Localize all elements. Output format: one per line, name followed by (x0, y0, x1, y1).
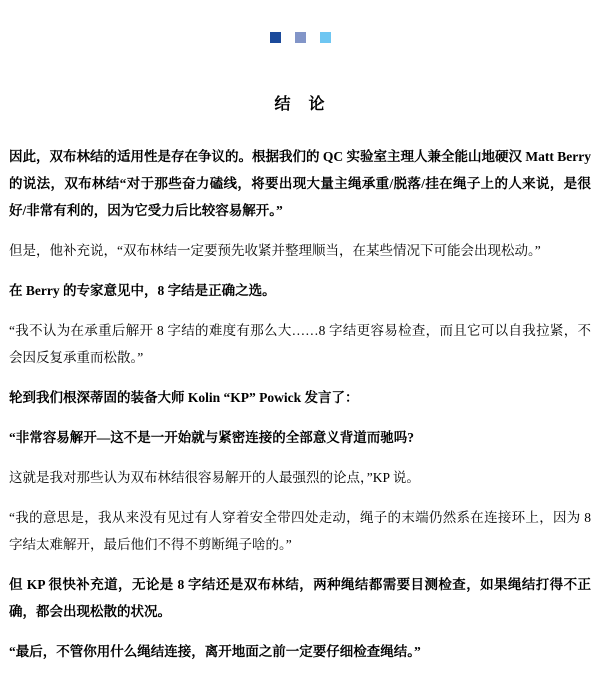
page-title: 结 论 (274, 96, 326, 113)
paragraph: 但 KP 很快补充道，无论是 8 字结还是双布林结，两种绳结都需要目测检查，如果绳结打得不正确，都会出现松散的状况。 (9, 577, 591, 619)
paragraph: “最后，不管你用什么绳结连接，离开地面之前一定要仔细检查绳结。” (9, 644, 421, 659)
header-decoration (0, 0, 600, 43)
paragraph: “非常容易解开—这不是一开始就与紧密连接的全部意义背道而驰吗? (9, 430, 414, 445)
paragraph: 但是，他补充说，“双布林结一定要预先收紧并整理顺当，在某些情况下可能会出现松动。” (9, 243, 541, 258)
paragraph: 在 Berry 的专家意见中，8 字结是正确之选。 (9, 283, 276, 298)
paragraph: “我不认为在承重后解开 8 字结的难度有那么大……8 字结更容易检查，而且它可以自我拉紧，不会因反复承重而松散。” (9, 323, 591, 365)
paragraph: “我的意思是，我从来没有见过有人穿着安全带四处走动，绳子的末端仍然系在连接环上，因为 8 字结太难解开，最后他们不得不剪断绳子啥的。” (9, 510, 591, 552)
paragraph: 轮到我们根深蒂固的装备大师 Kolin “KP” Powick 发言了： (9, 390, 359, 405)
deco-square-dark-blue-icon (270, 32, 281, 43)
deco-square-light-blue-icon (320, 32, 331, 43)
paragraph: 这就是我对那些认为双布林结很容易解开的人最强烈的论点，”KP 说。 (9, 470, 420, 485)
deco-square-slate-blue-icon (295, 32, 306, 43)
paragraph: 因此，双布林结的适用性是存在争议的。根据我们的 QC 实验室主理人兼全能山地硬汉 Matt Berry 的说法，双布林结“对于那些奋力磕线，将要出现大量主绳承重/脱落/挂在绳子上的人来说，是很好/非常有利的，因为它受力后比较容易解开。” (9, 149, 591, 218)
article-body (0, 143, 600, 665)
